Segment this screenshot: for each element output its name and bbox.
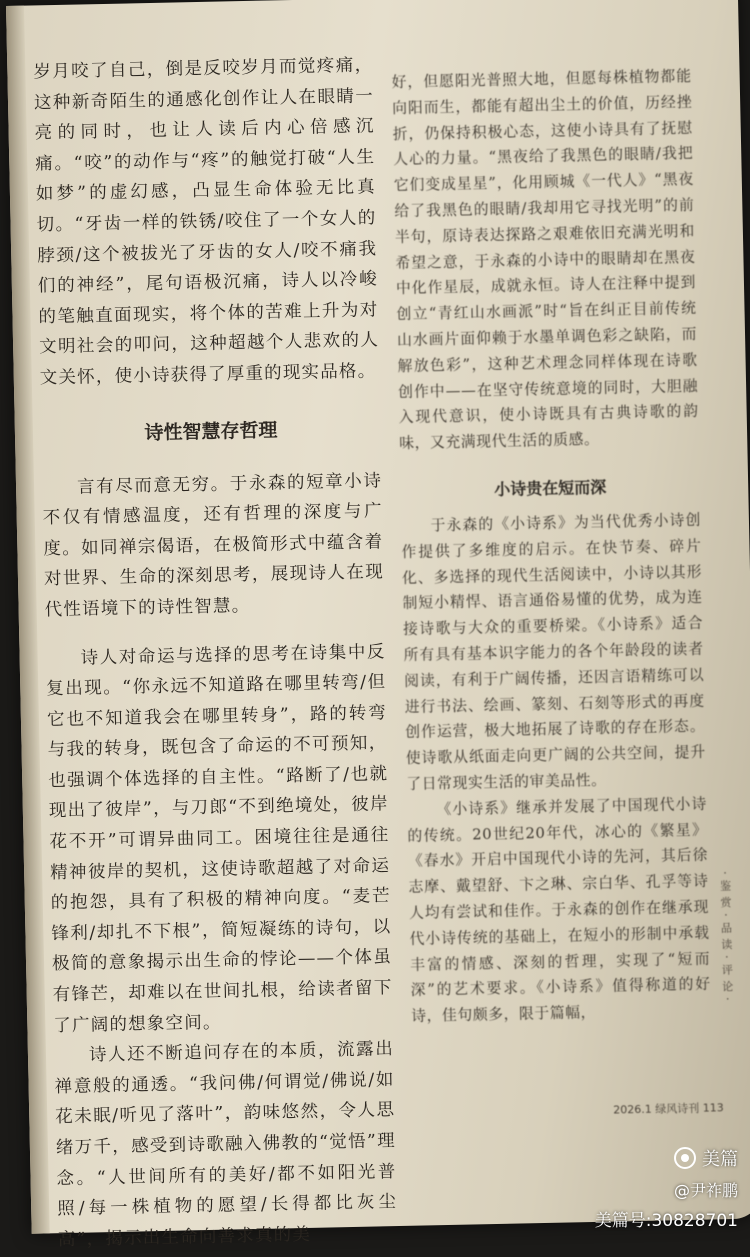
section-heading-right: 小诗贵在短而深 xyxy=(494,477,607,499)
left-paragraph-4: 诗人还不断追问存在的本质，流露出禅意般的通透。“我问佛/何谓觉/佛说/如花未眠/听见了落叶”，韵味悠然，令人思绪万千，感受到诗歌融入佛教的“觉悟”理念。“人世间所有的美好/都不如阳光普照/每一株植物的愿望/长得都比灰尘高”，揭示出生命向善求真的美 xyxy=(54,1039,398,1250)
left-paragraph-3: 诗人对命运与选择的思考在诗集中反复出现。“你永远不知道路在哪里转弯/但它也不知道我会在哪里转身”，路的转弯与我的转身，既包含了命运的不可预知，也强调个体选择的自主性。“路断了/也就现出了彼岸”，与刀郎“不到绝境处，彼岸花不开”可谓异曲同工。困境往往是通往精神彼岸的契机，这使诗歌超越了对命运的抱怨，具有了积极的精神向度。“麦芒锋利/却扎不下根”，简短凝练的诗句，以极简的意象揭示出生命的悖论——个体虽有锋芒，却难以在世间扎根，给读者留下了广阔的想象空间。 xyxy=(46,641,393,1036)
right-column xyxy=(391,64,711,1030)
watermark-user: @尹祚鹏 xyxy=(673,1181,738,1200)
right-paragraph-3: 《小诗系》继承并发展了中国现代小诗的传统。20世纪20年代，冰心的《繁星》《春水》开启中国现代小诗的先河，其后徐志摩、戴望舒、卞之琳、宗白华、孔孚等诗人均有尝试和佳作。于永森的创作在继承现代小诗传统的基础上，在短小的形制中承载丰富的情感、深刻的哲理，实现了“短而深”的艺术要求。《小诗系》值得称道的好诗，佳句颇多，限于篇幅， xyxy=(407,795,711,1025)
left-paragraph-1: 岁月咬了自己，倒是反咬岁月而觉疼痛，这种新奇陌生的通感化创作让人在眼睛一亮的同时，也让人读后内心倍感沉痛。“咬”的动作与“疼”的触觉打破“人生如梦”的虚幻感，凸显生命体验无比真切。“牙齿一样的铁锈/咬住了一个女人的脖颈/这个被拔光了牙齿的女人/咬不痛我们的神经”，尾句语极沉痛，诗人以冷峻的笔触直面现实，将个体的苦难上升为对文明社会的叩问，这种超越个人悲欢的人文关怀，使小诗获得了厚重的现实品格。 xyxy=(33,55,380,389)
section-heading-left: 诗性智慧存哲理 xyxy=(144,418,278,444)
meipian-logo-icon xyxy=(674,1147,696,1169)
margin-vertical-label: · 鉴 赏 · 品 读 · 评 论 · xyxy=(718,871,735,1002)
right-paragraph-1: 好，但愿阳光普照大地，但愿每株植物都能向阳而生，都能有超出尘土的价值，历经挫折，仍保持积极心态，这使小诗具有了抚慰人心的力量。“黑夜给了我黑色的眼睛/我把它们变成星星”，化用顾城《一代人》“黑夜给了我黑色的眼睛/我却用它寻找光明”的前半句，原诗表达探路之艰难依旧充满光明和希望之意，于永森的小诗中的眼睛却在黑夜中化作星辰，成就永恒。诗人在注释中提到创立“青红山水画派”时“旨在纠正目前传统山水画片面仰赖于水墨单调色彩之缺陷，而解放色彩”，这种艺术理念同样体现在诗歌创作中——在坚守传统意境的同时，大胆融入现代意识，使小诗既具有古典诗歌的韵味，又充满现代生活的质感。 xyxy=(391,67,699,453)
left-column xyxy=(33,50,398,1255)
right-paragraph-2: 于永森的《小诗系》为当代优秀小诗创作提供了多维度的启示。在快节奏、碎片化、多选择的现代生活阅读中，小诗以其形制短小精悍、语言通俗易懂的优势，成为连接诗歌与大众的重要桥梁。《小诗系》适合所有具有基本识字能力的各个年龄段的读者阅读，有利于广阔传播，还因言语精练可以进行书法、绘画、篆刻、石刻等形式的再度创作运营，极大地拓展了诗歌的存在形态。使诗歌从纸面走向更广阔的公共空间，提升了日常现实生活的审美品性。 xyxy=(401,511,706,793)
page-folio: 2026.1 绿风诗刊 113 xyxy=(613,1101,724,1117)
book-page xyxy=(6,0,750,1250)
watermark-id: 美篇号:30828701 xyxy=(594,1211,738,1231)
watermark-brand-text: 美篇 xyxy=(702,1149,738,1170)
watermark-brand xyxy=(674,1145,738,1171)
left-paragraph-2: 言有尽而意无穷。于永森的短章小诗不仅有情感温度，还有哲理的深度与广度。如同禅宗偈语，在极简形式中蕴含着对世界、生命的深刻思考，展现诗人在现代性语境下的诗性智慧。 xyxy=(42,470,385,621)
